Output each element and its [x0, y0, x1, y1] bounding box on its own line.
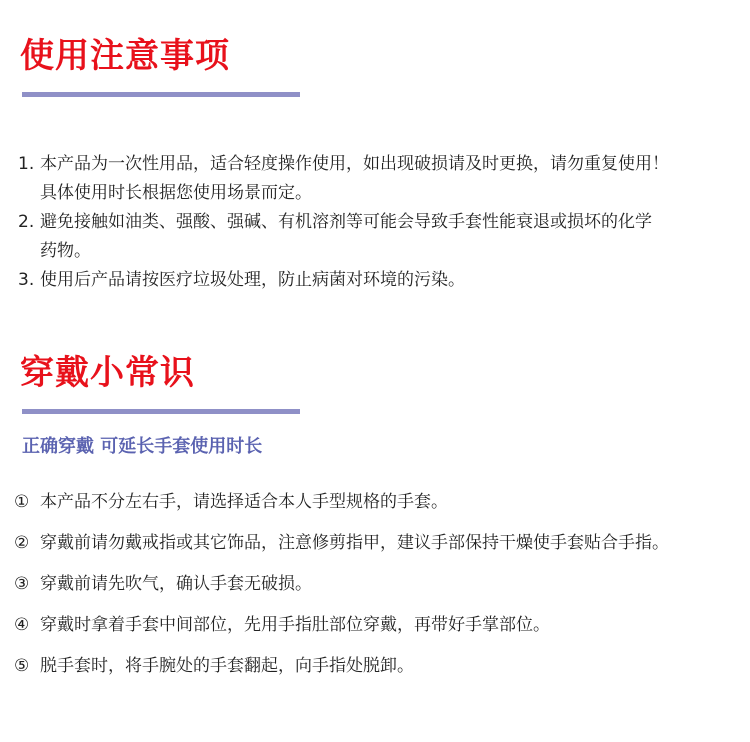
- note-text: 避免接触如油类、强酸、强碱、有机溶剂等可能会导致手套性能衰退或损坏的化学: [40, 212, 652, 232]
- tip-number: ③: [14, 574, 30, 594]
- note-item: [18, 208, 669, 266]
- note-item: [18, 150, 669, 208]
- title-underline: [22, 92, 300, 97]
- note-text-continued: 具体使用时长根据您使用场景而定。: [40, 183, 312, 203]
- tip-item: [14, 572, 669, 596]
- section-title-wearing-tips: 穿戴小常识: [20, 353, 195, 393]
- note-number: 2.: [18, 212, 35, 232]
- note-item: [18, 266, 669, 295]
- tip-number: ⑤: [14, 656, 30, 676]
- tip-text: 穿戴前请勿戴戒指或其它饰品，注意修剪指甲，建议手部保持干燥使手套贴合手指。: [40, 533, 669, 553]
- tip-text: 穿戴前请先吹气，确认手套无破损。: [40, 574, 312, 594]
- tip-item: [14, 654, 669, 678]
- wearing-tips-list: [14, 490, 669, 695]
- tip-number: ①: [14, 492, 30, 512]
- tip-number: ④: [14, 615, 30, 635]
- tip-item: [14, 613, 669, 637]
- note-number: 1.: [18, 154, 35, 174]
- tip-item: [14, 531, 669, 555]
- tip-text: 穿戴时拿着手套中间部位，先用手指肚部位穿戴，再带好手掌部位。: [40, 615, 550, 635]
- note-text: 使用后产品请按医疗垃圾处理，防止病菌对环境的污染。: [40, 270, 465, 290]
- section-subtitle: 正确穿戴 可延长手套使用时长: [22, 436, 263, 457]
- tip-text: 本产品不分左右手，请选择适合本人手型规格的手套。: [40, 492, 448, 512]
- note-text-continued: 药物。: [40, 241, 91, 261]
- usage-notes-list: [18, 150, 669, 295]
- note-text: 本产品为一次性用品，适合轻度操作使用，如出现破损请及时更换，请勿重复使用！: [40, 154, 669, 174]
- title-underline: [22, 409, 300, 414]
- note-number: 3.: [18, 270, 35, 290]
- section-title-usage-notes: 使用注意事项: [20, 36, 230, 76]
- tip-item: [14, 490, 669, 514]
- tip-text: 脱手套时，将手腕处的手套翻起，向手指处脱卸。: [40, 656, 414, 676]
- tip-number: ②: [14, 533, 30, 553]
